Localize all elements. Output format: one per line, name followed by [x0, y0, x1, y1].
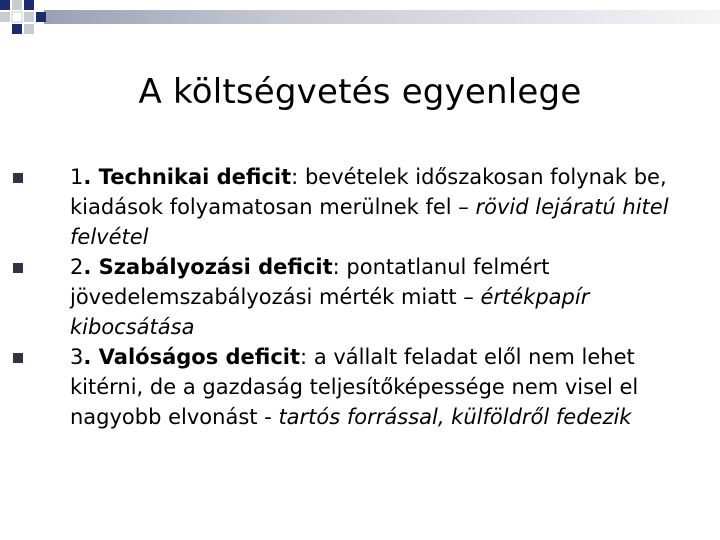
bullet-number-dot: .	[83, 255, 99, 279]
square-bullet-icon	[13, 263, 23, 273]
bullet-description: a vállalt feladat elől nem lehet kitérni, de a gazdaság teljesítőképessége nem visel el nagyobb elvonást -	[70, 345, 639, 429]
bullet-item-technical-deficit	[70, 162, 700, 252]
square-bullet-icon	[13, 353, 23, 363]
bullet-term: Valóságos deficit	[98, 345, 301, 369]
header-square-pattern	[0, 0, 46, 34]
bullet-term: Szabályozási deficit	[98, 255, 333, 279]
bullet-number: 3	[70, 345, 84, 369]
bullet-number: 2	[70, 255, 84, 279]
bullet-colon: :	[291, 165, 305, 189]
bullet-example: rövid lejáratú hitel felvétel	[70, 195, 669, 249]
bullet-example: értékpapír kibocsátása	[70, 285, 590, 339]
bullet-description: pontatlanul felmért jövedelemszabályozási mérték miatt –	[70, 255, 550, 309]
bullet-term: Technikai deficit	[98, 165, 292, 189]
decorative-header-band	[0, 0, 720, 40]
header-gradient-bar	[44, 10, 720, 24]
bullet-list	[70, 162, 700, 432]
bullet-example: tartós forrással, külföldről fedezik	[278, 405, 632, 429]
bullet-item-real-deficit	[70, 342, 700, 432]
bullet-number-dot: .	[83, 165, 99, 189]
square-bullet-icon	[13, 173, 23, 183]
bullet-colon: :	[300, 345, 314, 369]
bullet-number: 1	[70, 165, 84, 189]
bullet-number-dot: .	[83, 345, 99, 369]
slide-title: A költségvetés egyenlege	[138, 72, 582, 112]
bullet-description: bevételek időszakosan folynak be, kiadások folyamatosan merülnek fel –	[70, 165, 667, 219]
bullet-item-regulatory-deficit	[70, 252, 700, 342]
bullet-colon: :	[332, 255, 347, 279]
